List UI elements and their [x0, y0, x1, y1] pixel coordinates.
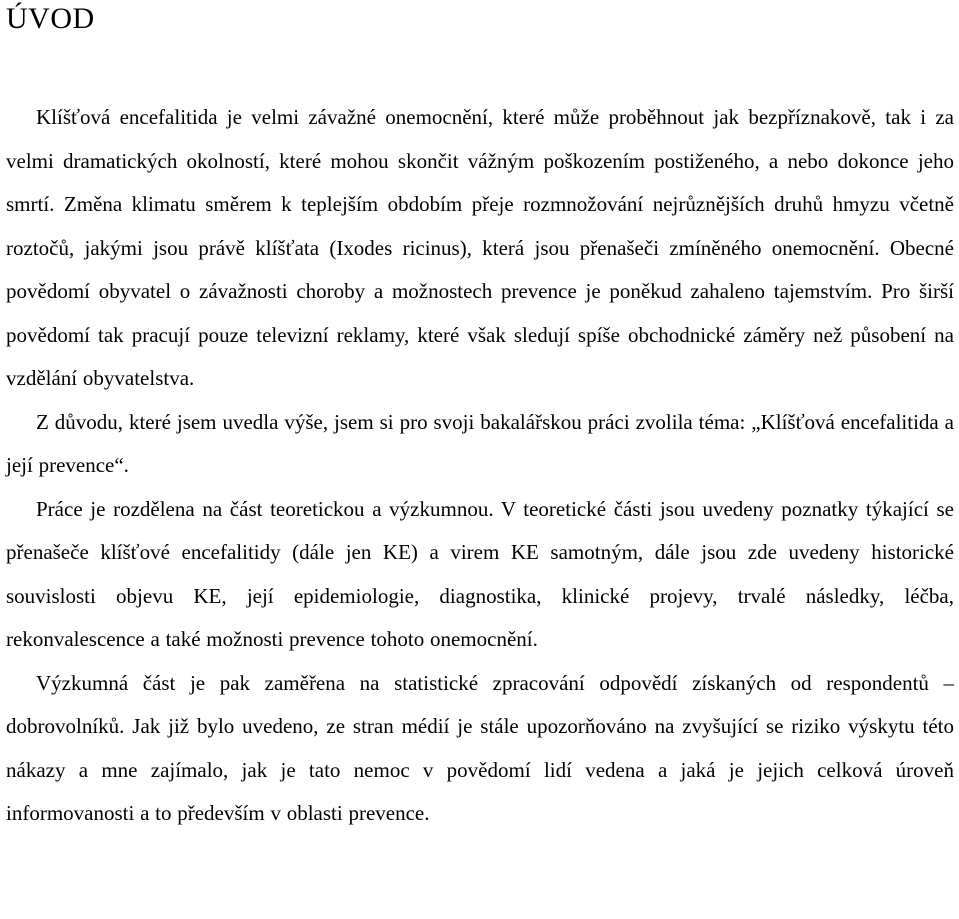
paragraph-structure: Práce je rozdělena na část teoretickou a výzkumnou. V teoretické části jsou uvedeny poznatky týkající se přenašeče klíšťové encefalitidy (dále jen KE) a virem KE samotným, dále jsou zde uvedeny historické souvislosti objevu KE, její epidemiologie, diagnostika, klinické projevy, trvalé následky, léčba, rekonvalescence a také možnosti prevence tohoto onemocnění. [6, 496, 954, 651]
paragraph-research: Výzkumná část je pak zaměřena na statistické zpracování odpovědí získaných od respondentů – dobrovolníků. Jak již bylo uvedeno, ze stran médií je stále upozorňováno na zvyšující se riziko výskytu této nákazy a mne zajímalo, jak je tato nemoc v povědomí lidí vedena a jaká je jejich celková úroveň informovanosti a to především v oblasti prevence. [6, 670, 954, 825]
paragraph-intro: Klíšťová encefalitida je velmi závažné onemocnění, které může proběhnout jak bezpříznakově, tak i za velmi dramatických okolností, které mohou skončit vážným poškozením postiženého, a nebo dokonce jeho smrtí. Změna klimatu směrem k teplejším obdobím přeje rozmnožování nejrůznějších druhů hmyzu včetně roztočů, jakými jsou právě klíšťata (Ixodes ricinus), která jsou přenašeči zmíněného onemocnění. Obecné povědomí obyvatel o závažnosti choroby a možnostech prevence je poněkud zahaleno tajemstvím. Pro širší povědomí tak pracují pouze televizní reklamy, které však sledují spíše obchodnické záměry než působení na vzdělání obyvatelstva. [6, 105, 954, 390]
paragraph-topic: Z důvodu, které jsem uvedla výše, jsem si pro svoji bakalářskou práci zvolila téma: „Klíšťová encefalitida a její prevence“. [6, 409, 954, 477]
page-title: ÚVOD [6, 2, 95, 35]
body-text [6, 96, 954, 836]
